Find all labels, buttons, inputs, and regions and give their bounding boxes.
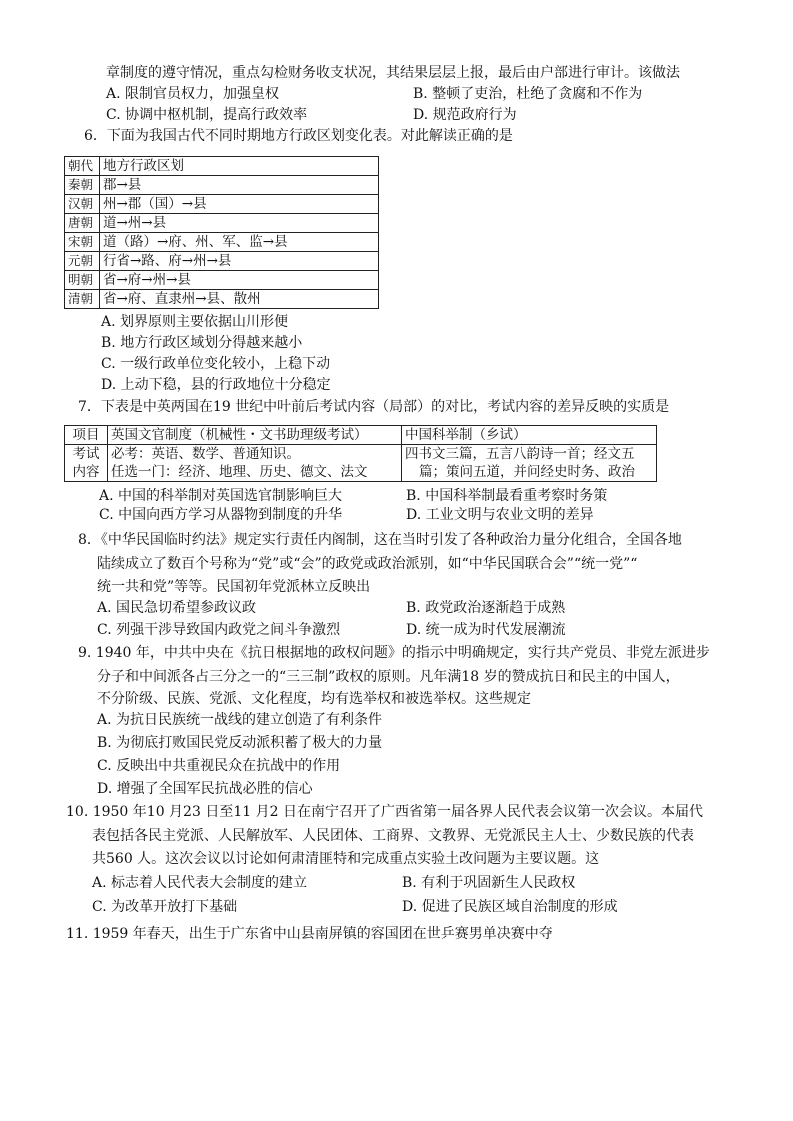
cn-exam-line: 四书文三篇，五言八韵诗一首；经文五 xyxy=(405,446,635,462)
table-row xyxy=(65,157,379,176)
table-row xyxy=(65,271,379,290)
q9-option-b[interactable]: B. 为彻底打败国民党反动派积蓄了极大的力量 xyxy=(97,735,383,751)
q9-stem-line: 不分阶级、民族、党派、文化程度，均有选举权和被选举权。这些规定 xyxy=(97,691,531,707)
q6-stem: 6．下面为我国古代不同时期地方行政区划变化表。对此解读正确的是 xyxy=(84,128,513,144)
q7-stem: 7．下表是中英两国在19 世纪中叶前后考试内容（局部）的对比，考试内容的差异反映的实质是 xyxy=(78,399,670,415)
q7-option-a[interactable]: A. 中国的科举制对英国选官制影响巨大 xyxy=(99,488,343,504)
q8-stem-line: 统一共和党”等等。民国初年党派林立反映出 xyxy=(97,579,371,595)
q10-stem-line: 共560 人。这次会议以讨论如何肃清匪特和完成重点实验土改问题为主要议题。这 xyxy=(92,851,600,867)
division-cell: 州→郡（国）→县 xyxy=(100,195,379,214)
q5-option-c[interactable]: C. 协调中枢机制，提高行政效率 xyxy=(106,107,308,123)
q9-option-d[interactable]: D. 增强了全国军民抗战必胜的信心 xyxy=(97,781,313,797)
q6-option-d[interactable]: D. 上动下稳，县的行政地位十分稳定 xyxy=(101,377,331,393)
q9-stem-line: 分子和中间派各占三分之一的“三三制”政权的原则。凡年满18 岁的赞成抗日和民主的中国人， xyxy=(97,669,680,685)
q6-option-a[interactable]: A. 划界原则主要依据山川形便 xyxy=(101,314,289,330)
division-cell: 行省→路、府→州→县 xyxy=(100,252,379,271)
division-cell: 道（路）→府、州、军、监→县 xyxy=(100,233,379,252)
dynasty-cell: 明朝 xyxy=(65,271,100,290)
q7-table xyxy=(64,425,657,482)
dynasty-cell: 宋朝 xyxy=(65,233,100,252)
q7-option-d[interactable]: D. 工业文明与农业文明的差异 xyxy=(406,507,594,523)
q6-option-c[interactable]: C. 一级行政单位变化较小，上稳下动 xyxy=(101,356,331,372)
q10-stem-line: 表包括各民主党派、人民解放军、人民团体、工商界、文教界、无党派民主人士、少数民族的代表 xyxy=(92,828,694,844)
q8-option-b[interactable]: B. 政党政治逐渐趋于成熟 xyxy=(406,600,566,616)
q8-option-d[interactable]: D. 统一成为时代发展潮流 xyxy=(406,622,566,638)
q5-option-b[interactable]: B. 整顿了吏治，杜绝了贪腐和不作为 xyxy=(413,86,643,102)
q8-stem-line: 8．《中华民国临时约法》规定实行责任内阁制，这在当时引发了各种政治力量分化组合，全国各地 xyxy=(78,532,682,548)
uk-exam-line: 任选一门：经济、地理、历史、德文、法文 xyxy=(111,464,368,480)
q10-stem-line: 10. 1950 年10 月23 日至11 月2 日在南宁召开了广西省第一届各界人民代表会议第一次会议。本届代 xyxy=(66,804,703,820)
table-header-cell: 英国文官制度（机械性・文书助理级考试） xyxy=(108,426,402,445)
q8-option-c[interactable]: C. 列强干涉导致国内政党之间斗争激烈 xyxy=(97,622,341,638)
division-cell: 省→府、直隶州→县、散州 xyxy=(100,290,379,309)
table-row xyxy=(65,426,657,445)
dynasty-cell: 元朝 xyxy=(65,252,100,271)
table-row xyxy=(65,233,379,252)
q7-option-c[interactable]: C. 中国向西方学习从器物到制度的升华 xyxy=(99,507,343,523)
uk-exam-cell xyxy=(108,445,402,482)
row-label-cell xyxy=(65,445,108,482)
q6-table xyxy=(64,156,379,309)
dynasty-cell: 秦朝 xyxy=(65,176,100,195)
q8-option-a[interactable]: A. 国民急切希望参政议政 xyxy=(97,600,257,616)
q9-option-a[interactable]: A. 为抗日民族统一战线的建立创造了有利条件 xyxy=(97,712,383,728)
division-cell: 郡→县 xyxy=(100,176,379,195)
table-header-cell: 地方行政区划 xyxy=(100,157,379,176)
q10-option-b[interactable]: B. 有利于巩固新生人民政权 xyxy=(402,875,576,891)
q9-option-c[interactable]: C. 反映出中共重视民众在抗战中的作用 xyxy=(97,758,341,774)
q7-option-b[interactable]: B. 中国科举制最看重考察时务策 xyxy=(406,488,608,504)
q6-option-b[interactable]: B. 地方行政区域划分得越来越小 xyxy=(101,335,303,351)
q10-option-d[interactable]: D. 促进了民族区域自治制度的形成 xyxy=(402,899,618,915)
q5-option-d[interactable]: D. 规范政府行为 xyxy=(413,107,517,123)
table-row xyxy=(65,195,379,214)
cn-exam-line: 篇；策问五道，并问经史时务、政治 xyxy=(419,464,635,480)
dynasty-cell: 汉朝 xyxy=(65,195,100,214)
q10-option-a[interactable]: A. 标志着人民代表大会制度的建立 xyxy=(92,875,308,891)
q10-option-c[interactable]: C. 为改革开放打下基础 xyxy=(92,899,238,915)
table-row xyxy=(65,445,657,482)
division-cell: 道→州→县 xyxy=(100,214,379,233)
table-row xyxy=(65,290,379,309)
q8-stem-line: 陆续成立了数百个号称为“党”或“会”的政党或政治派别，如“中华民国联合会”“统一党”“ xyxy=(97,556,638,572)
table-row xyxy=(65,252,379,271)
division-cell: 省→府→州→县 xyxy=(100,271,379,290)
q5-option-a[interactable]: A. 限制官员权力，加强皇权 xyxy=(106,86,280,102)
dynasty-cell: 唐朝 xyxy=(65,214,100,233)
q5-stem-continuation: 章制度的遵守情况，重点勾检财务收支状况，其结果层层上报，最后由户部进行审计。该做法 xyxy=(106,65,680,81)
table-header-cell: 朝代 xyxy=(65,157,100,176)
table-row xyxy=(65,176,379,195)
q9-stem-line: 9. 1940 年，中共中央在《抗日根据地的政权问题》的指示中明确规定，实行共产党员、非党左派进步 xyxy=(78,645,710,661)
cn-exam-cell xyxy=(402,445,657,482)
uk-exam-line: 必考：英语、数学、普通知识。 xyxy=(111,446,300,462)
table-row xyxy=(65,214,379,233)
row-label-line: 考试 xyxy=(72,446,100,462)
table-header-cell: 中国科举制（乡试） xyxy=(402,426,657,445)
row-label-line: 内容 xyxy=(72,464,100,480)
q11-stem-line: 11. 1959 年春天，出生于广东省中山县南屏镇的容国团在世乒赛男单决赛中夺 xyxy=(66,926,553,942)
table-header-cell: 项目 xyxy=(65,426,108,445)
dynasty-cell: 清朝 xyxy=(65,290,100,309)
